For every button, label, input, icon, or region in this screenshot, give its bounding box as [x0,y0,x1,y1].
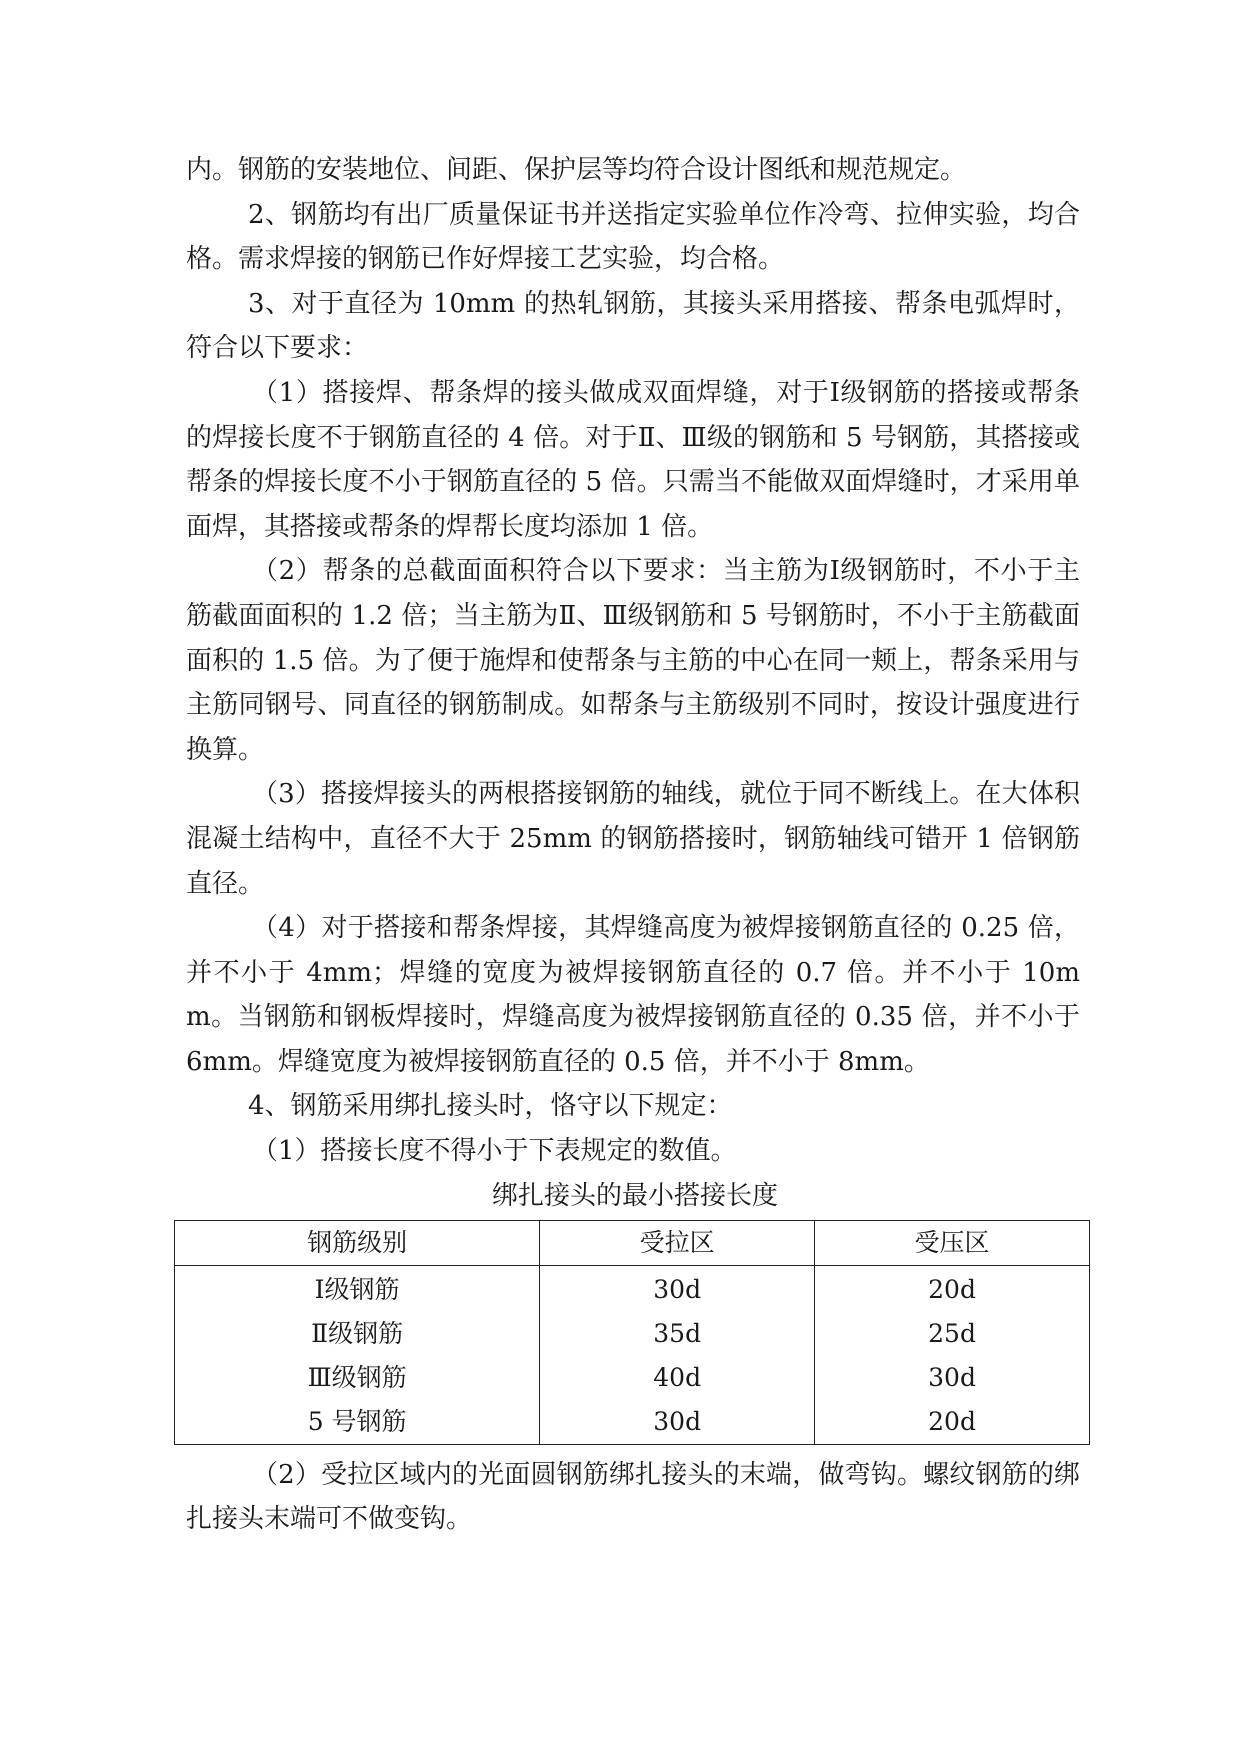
paragraph: （1）搭接长度不得小于下表规定的数值。 [252,1136,737,1167]
body-text-bottom [186,1453,1080,1542]
paragraph: （1）搭接焊、帮条焊的接头做成双面焊缝，对于Ⅰ级钢筋的搭接或帮条的焊接长度不于钢筋直径的 4 倍。对于Ⅱ、Ⅲ级的钢筋和 5 号钢筋，其搭接或帮条的焊接长度不小于钢筋直径的 5 倍。只需当不能做双面焊缝时，才采用单面焊，其搭接或帮条的焊帮长度均添加 1 倍。 [186,377,1080,542]
table-cell: 35d [540,1312,815,1356]
table-cell: 20d [815,1265,1090,1312]
table-row [175,1312,1090,1356]
table-cell: Ⅲ级钢筋 [175,1356,540,1400]
table-cell: 30d [540,1400,815,1445]
paragraph: 3、对于直径为 10mm 的热轧钢筋，其接头采用搭接、帮条电弧焊时，符合以下要求： [186,288,1080,364]
table-cell: Ⅰ级钢筋 [175,1265,540,1312]
table-row [175,1265,1090,1312]
table-cell: 25d [815,1312,1090,1356]
table-caption: 绑扎接头的最小搭接长度 [491,1180,778,1211]
table-cell: Ⅱ级钢筋 [175,1312,540,1356]
table-header-cell: 受拉区 [540,1220,815,1265]
table-cell: 5 号钢筋 [175,1400,540,1445]
table-header-cell: 钢筋级别 [175,1220,540,1265]
table-row [175,1356,1090,1400]
document-page [186,148,1080,1542]
table-cell: 30d [540,1265,815,1312]
table-cell: 30d [815,1356,1090,1400]
paragraph: 4、钢筋采用绑扎接头时，恪守以下规定： [248,1091,733,1122]
paragraph: 内。钢筋的安装地位、间距、保护层等均符合设计图纸和规范规定。 [186,155,967,185]
table-header-cell: 受压区 [815,1220,1090,1265]
table-cell: 40d [540,1356,815,1400]
paragraph: （2）受拉区域内的光面圆钢筋绑扎接头的末端，做弯钩。螺纹钢筋的绑扎接头末端可不做变钩。 [186,1459,1080,1535]
lap-length-table [174,1220,1090,1445]
paragraph: 2、钢筋均有出厂质量保证书并送指定实验单位作冷弯、拉伸实验，均合格。需求焊接的钢筋已作好焊接工艺实验，均合格。 [186,199,1080,275]
paragraph: （2）帮条的总截面面积符合以下要求：当主筋为Ⅰ级钢筋时，不小于主筋截面面积的 1.2 倍；当主筋为Ⅱ、Ⅲ级钢筋和 5 号钢筋时，不小于主筋截面面积的 1.5 倍。为了便于施焊和使帮条与主筋的中心在同一颊上，帮条采用与主筋同钢号、同直径的钢筋制成。如帮条与主筋级别不同时，按设计强度进行换算。 [186,556,1080,765]
table-cell: 20d [815,1400,1090,1445]
paragraph: （3）搭接焊接头的两根搭接钢筋的轴线，就位于同不断线上。在大体积混凝土结构中，直径不大于 25mm 的钢筋搭接时，钢筋轴线可错开 1 倍钢筋直径。 [186,779,1080,899]
table-row [175,1400,1090,1445]
body-text-top [186,148,1080,1174]
paragraph: （4）对于搭接和帮条焊接，其焊缝高度为被焊接钢筋直径的 0.25 倍，并不小于 4mm；焊缝的宽度为被焊接钢筋直径的 0.7 倍。并不小于 10mm。当钢筋和钢板焊接时，焊缝高度为被焊接钢筋直径的 0.35 倍，并不小于 6mm。焊缝宽度为被焊接钢筋直径的 0.5 倍，并不小于 8mm。 [186,913,1080,1077]
table-header-row [175,1220,1090,1265]
